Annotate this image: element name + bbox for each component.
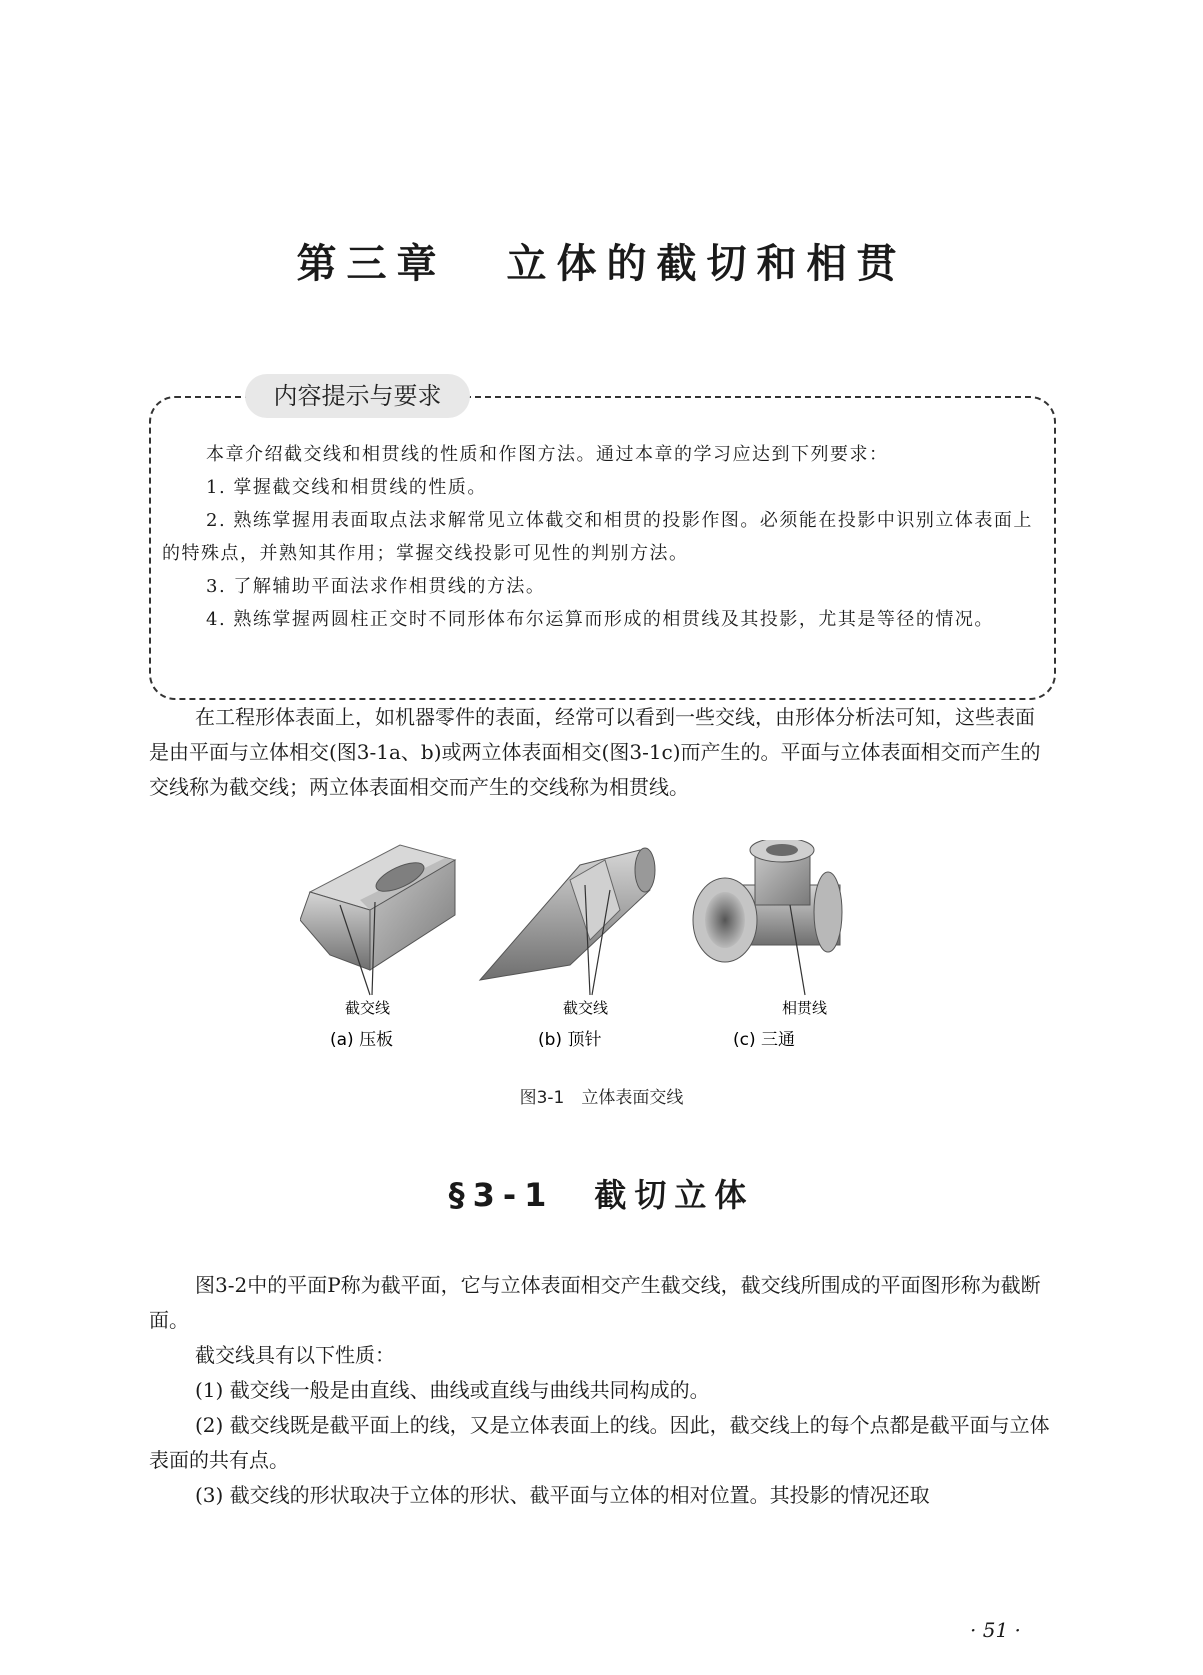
figure-3-1 — [300, 840, 910, 1070]
section-paragraph: 截交线具有以下性质： — [195, 1343, 395, 1367]
intro-paragraph: 在工程形体表面上，如机器零件的表面，经常可以看到一些交线，由形体分析法可知，这些表面是由平面与立体相交(图3-1a、b)或两立体表面相交(图3-1c)而产生的。平面与立体表面相交而产生的交线称为截交线；两立体表面相交而产生的交线称为相贯线。 — [149, 705, 1041, 799]
hint-text — [162, 438, 1042, 636]
intro-text — [149, 700, 1054, 805]
label-c-sub: (c) 三通 — [733, 1030, 796, 1050]
hint-paragraph: 本章介绍截交线和相贯线的性质和作图方法。通过本章的学习应达到下列要求： — [206, 444, 889, 465]
hint-paragraph: 3. 了解辅助平面法求作相贯线的方法。 — [206, 576, 546, 597]
hint-paragraph: 1. 掌握截交线和相贯线的性质。 — [206, 477, 487, 498]
pressing-plate-drawing — [300, 845, 455, 995]
chapter-name: 立体的截切和相贯 — [506, 240, 907, 287]
chapter-title — [0, 232, 1203, 289]
section-paragraph: 图3-2中的平面P称为截平面，它与立体表面相交产生截交线，截交线所围成的平面图形称为截断面。 — [149, 1273, 1041, 1332]
label-a-line: 截交线 — [345, 999, 391, 1017]
label-c-line: 相贯线 — [782, 999, 828, 1017]
figure-caption: 图3-1 立体表面交线 — [519, 1088, 684, 1108]
hint-tag: 内容提示与要求 — [245, 374, 470, 418]
section-body — [149, 1268, 1054, 1513]
section-paragraph: (2) 截交线既是截平面上的线，又是立体表面上的线。因此，截交线上的每个点都是截平面与立体表面的共有点。 — [149, 1413, 1050, 1472]
hint-paragraph: 4. 熟练掌握两圆柱正交时不同形体布尔运算而形成的相贯线及其投影，尤其是等径的情况。 — [206, 609, 994, 630]
center-pin-drawing — [480, 848, 655, 995]
label-b-line: 截交线 — [563, 999, 609, 1017]
page-number: · 51 · — [970, 1618, 1021, 1642]
section-paragraph: (3) 截交线的形状取决于立体的形状、截平面与立体的相对位置。其投影的情况还取 — [195, 1483, 930, 1507]
tee-pipe-drawing — [693, 840, 842, 995]
hint-paragraph: 2. 熟练掌握用表面取点法求解常见立体截交和相贯的投影作图。必须能在投影中识别立体表面上的特殊点，并熟知其作用；掌握交线投影可见性的判别方法。 — [162, 510, 1033, 564]
chapter-number: 第三章 — [296, 240, 447, 287]
label-a-sub: (a) 压板 — [330, 1030, 394, 1050]
section-title: §3-1 截切立体 — [448, 1176, 755, 1214]
label-b-sub: (b) 顶针 — [538, 1030, 602, 1050]
section-paragraph: (1) 截交线一般是由直线、曲线或直线与曲线共同构成的。 — [195, 1378, 710, 1402]
